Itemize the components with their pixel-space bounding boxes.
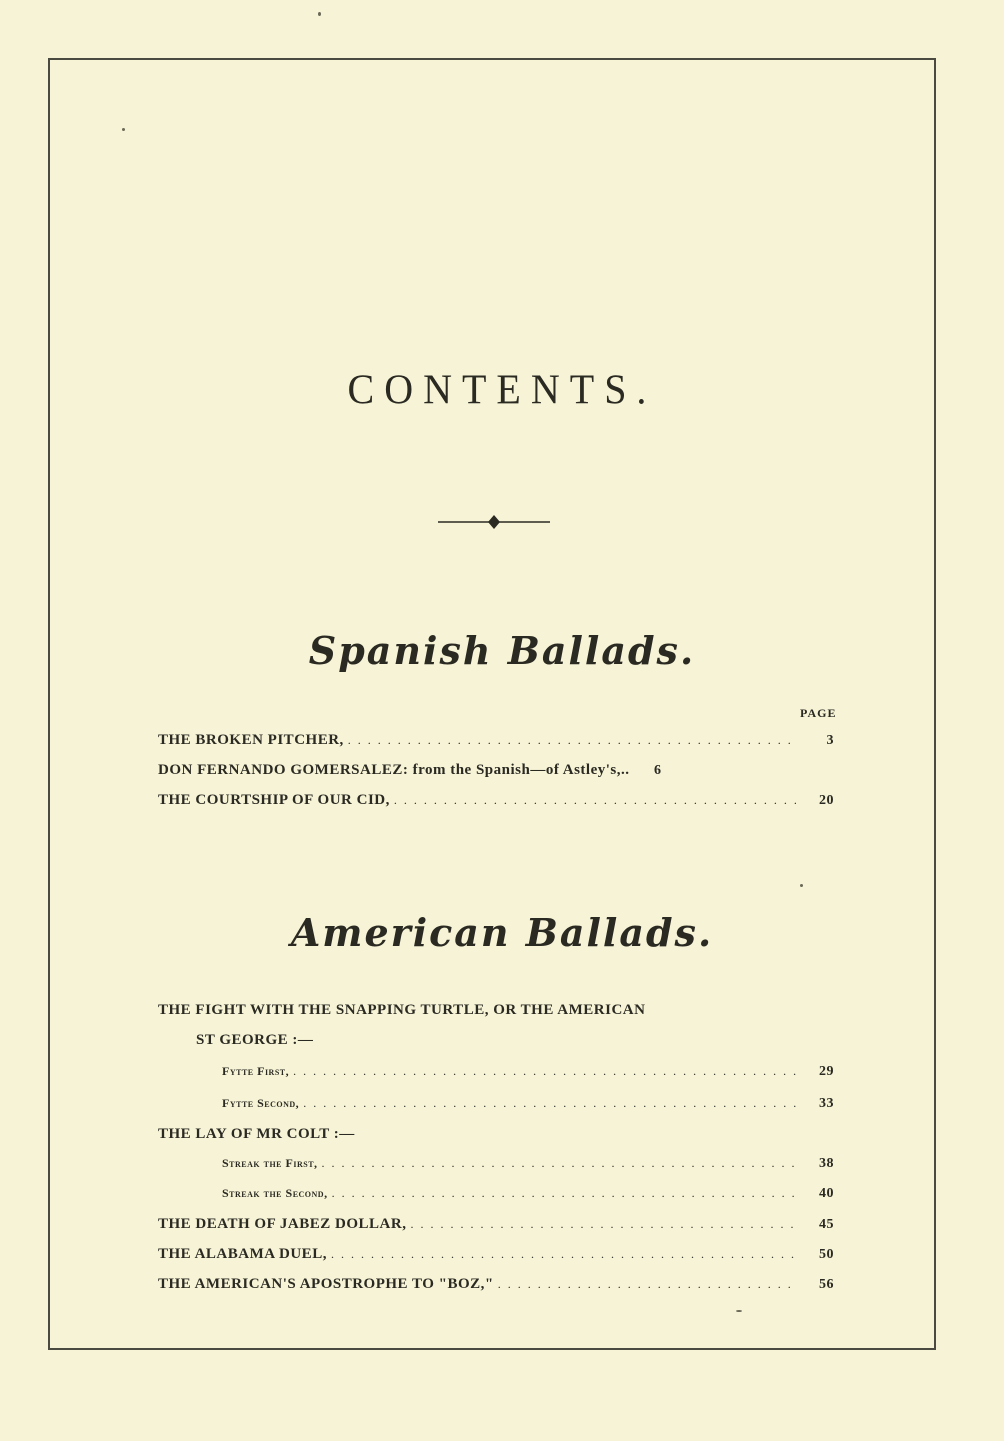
toc-entry-title: THE BROKEN PITCHER, — [158, 732, 344, 748]
toc-entry[interactable] — [158, 762, 834, 784]
diamond-rule-ornament — [438, 512, 550, 532]
paper-fleck — [736, 1310, 742, 1312]
dot-leader — [293, 1064, 796, 1079]
toc-entry-page: 3 — [826, 733, 834, 748]
page-title: CONTENTS. — [347, 365, 657, 414]
dot-leader — [410, 1217, 796, 1232]
toc-entry-title: THE COURTSHIP OF OUR CID, — [158, 792, 390, 808]
dot-leader — [498, 1277, 796, 1292]
paper-fleck — [122, 128, 125, 131]
toc-entry-page: 20 — [819, 793, 834, 808]
toc-entry-page: 56 — [819, 1277, 834, 1292]
dot-leader — [332, 1186, 796, 1201]
toc-entry-page: 29 — [819, 1064, 834, 1079]
dot-leader — [331, 1247, 796, 1262]
toc-sub-entry[interactable] — [222, 1186, 834, 1208]
section-heading-american-ballads: American Ballads. — [290, 910, 714, 955]
dot-leader — [303, 1096, 796, 1111]
toc-entry-title[interactable]: THE LAY OF MR COLT :— — [158, 1126, 355, 1142]
toc-entry-page: 50 — [819, 1247, 834, 1262]
toc-entry-title-continuation: ST GEORGE :— — [196, 1032, 314, 1048]
dot-leader — [322, 1156, 796, 1171]
toc-entry[interactable] — [158, 1216, 834, 1238]
toc-sub-entry[interactable] — [222, 1096, 834, 1118]
toc-sub-entry[interactable] — [222, 1156, 834, 1178]
toc-entry-title: Streak the Second, — [222, 1186, 328, 1200]
toc-entry-page: 6 — [654, 763, 662, 778]
paper-fleck — [318, 12, 321, 16]
paper-fleck — [800, 884, 803, 887]
toc-entry-title: Fytte Second, — [222, 1096, 300, 1110]
toc-entry[interactable] — [158, 792, 834, 814]
toc-entry-page: 33 — [819, 1096, 834, 1111]
dot-leader — [394, 793, 796, 808]
toc-entry[interactable] — [158, 1246, 834, 1268]
toc-entry[interactable] — [158, 1276, 834, 1298]
toc-entry-title: Fytte First, — [222, 1064, 290, 1078]
toc-entry-page: 38 — [819, 1156, 834, 1171]
toc-entry-title: DON FERNANDO GOMERSALEZ: from the Spanish—of Astley's,.. — [158, 762, 630, 778]
toc-entry-title: THE ALABAMA DUEL, — [158, 1246, 327, 1262]
toc-sub-entry[interactable] — [222, 1064, 834, 1086]
toc-entry-page: 45 — [819, 1217, 834, 1232]
toc-entry-title: THE AMERICAN'S APOSTROPHE TO "BOZ," — [158, 1276, 494, 1292]
toc-entry-title[interactable]: THE FIGHT WITH THE SNAPPING TURTLE, OR THE AMERICAN — [158, 1002, 646, 1018]
toc-entry-title: THE DEATH OF JABEZ DOLLAR, — [158, 1216, 407, 1232]
dot-leader — [348, 733, 796, 748]
toc-entry-title: Streak the First, — [222, 1156, 318, 1170]
toc-entry-page: 40 — [819, 1186, 834, 1201]
section-heading-spanish-ballads: Spanish Ballads. — [308, 628, 696, 673]
toc-entry[interactable] — [158, 732, 834, 754]
page-column-label: PAGE — [800, 706, 837, 720]
